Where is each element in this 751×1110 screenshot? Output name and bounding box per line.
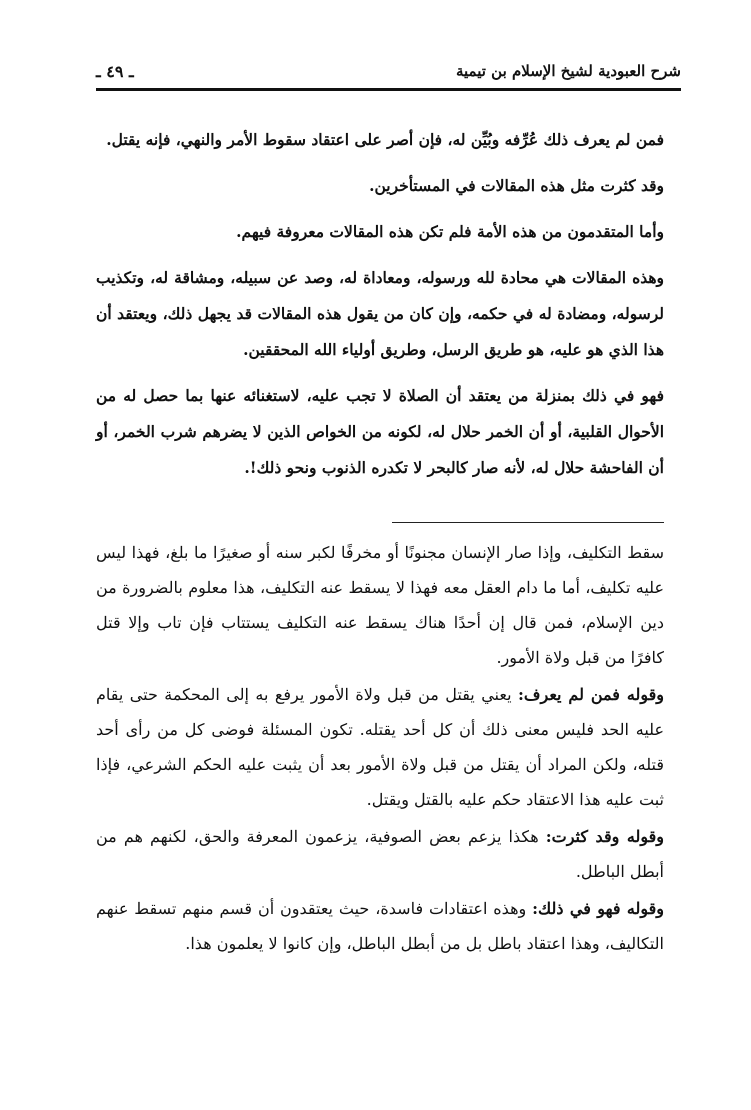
main-text — [96, 122, 664, 496]
commentary-lead-4: وقوله فهو في ذلك: — [532, 899, 665, 918]
commentary-paragraph-4 — [96, 891, 664, 961]
commentary-text — [96, 535, 664, 963]
footnote-divider — [392, 522, 664, 523]
commentary-text-2: يعني يقتل من قبل ولاة الأمور يرفع به إلى المحكمة حتى يقام عليه الحد فليس معنى ذلك أن كل أحد يقتله. تكون المسئلة فوضى كل من رأى أحد قتله، ولكن المراد أن يقتل من قبل ولاة الأمور بعد أن يثبت عليه الحكم الشرعي، فإذا ثبت عليه هذا الاعتقاد حكم عليه بالقتل ويقتل. — [96, 685, 665, 809]
commentary-lead-3: وقوله وقد كثرت: — [545, 827, 665, 846]
header-title: شرح العبودية لشيخ الإسلام بن تيمية — [455, 62, 681, 80]
main-paragraph-5: فهو في ذلك بمنزلة من يعتقد أن الصلاة لا تجب عليه، لاستغنائه عنها بما حصل له من الأحوال القلبية، أو أن الخمر حلال له، لكونه من الخواص الذين لا يضرهم شرب الخمر، أو أن الفاحشة حلال له، لأنه صار كالبحر لا تكدره الذنوب ونحو ذلك!. — [96, 386, 664, 477]
header-rule — [96, 88, 681, 91]
main-paragraph-4: وهذه المقالات هي محادة لله ورسوله، ومعاداة له، وصد عن سبيله، ومشاقة له، وتكذيب لرسوله، ومضادة له في حكمه، وإن كان من يقول هذه المقالات قد يجهل ذلك، ويعتقد أن هذا الذي هو عليه، هو طريق الرسل، وطريق أولياء الله المحققين. — [96, 268, 664, 359]
main-paragraph-1: فمن لم يعرف ذلك عُرِّفه وبُيِّن له، فإن أصر على اعتقاد سقوط الأمر والنهي، فإنه يقتل. — [106, 130, 664, 149]
commentary-lead-2: وقوله فمن لم يعرف: — [518, 685, 664, 704]
commentary-paragraph-2 — [96, 677, 664, 817]
page-number: ـ ٤٩ ـ — [96, 62, 134, 81]
commentary-paragraph-1: سقط التكليف، وإذا صار الإنسان مجنونًا أو مخرفًا لكبر سنه أو صغيرًا ما بلغ، فهذا ليس عليه تكليف، أما ما دام العقل معه فهذا لا يسقط عنه التكليف، هذا معلوم بالضرورة من دين الإسلام، فمن قال إن أحدًا هناك يسقط عنه التكليف يستتاب فإن تاب وإلا قتل كافرًا من قبل ولاة الأمور. — [96, 543, 664, 667]
commentary-paragraph-3 — [96, 819, 664, 889]
running-header — [96, 62, 681, 98]
main-paragraph-2: وقد كثرت مثل هذه المقالات في المستأخرين. — [369, 176, 664, 195]
commentary-text-3: هكذا يزعم بعض الصوفية، يزعمون المعرفة والحق، لكنهم هم من أبطل الباطل. — [96, 827, 664, 881]
commentary-text-4: وهذه اعتقادات فاسدة، حيث يعتقدون أن قسم منهم تسقط عنهم التكاليف، وهذا اعتقاد باطل بل من أبطل الباطل، وإن كانوا لا يعلمون هذا. — [96, 899, 664, 953]
main-paragraph-3: وأما المتقدمون من هذه الأمة فلم تكن هذه المقالات معروفة فيهم. — [236, 222, 664, 241]
